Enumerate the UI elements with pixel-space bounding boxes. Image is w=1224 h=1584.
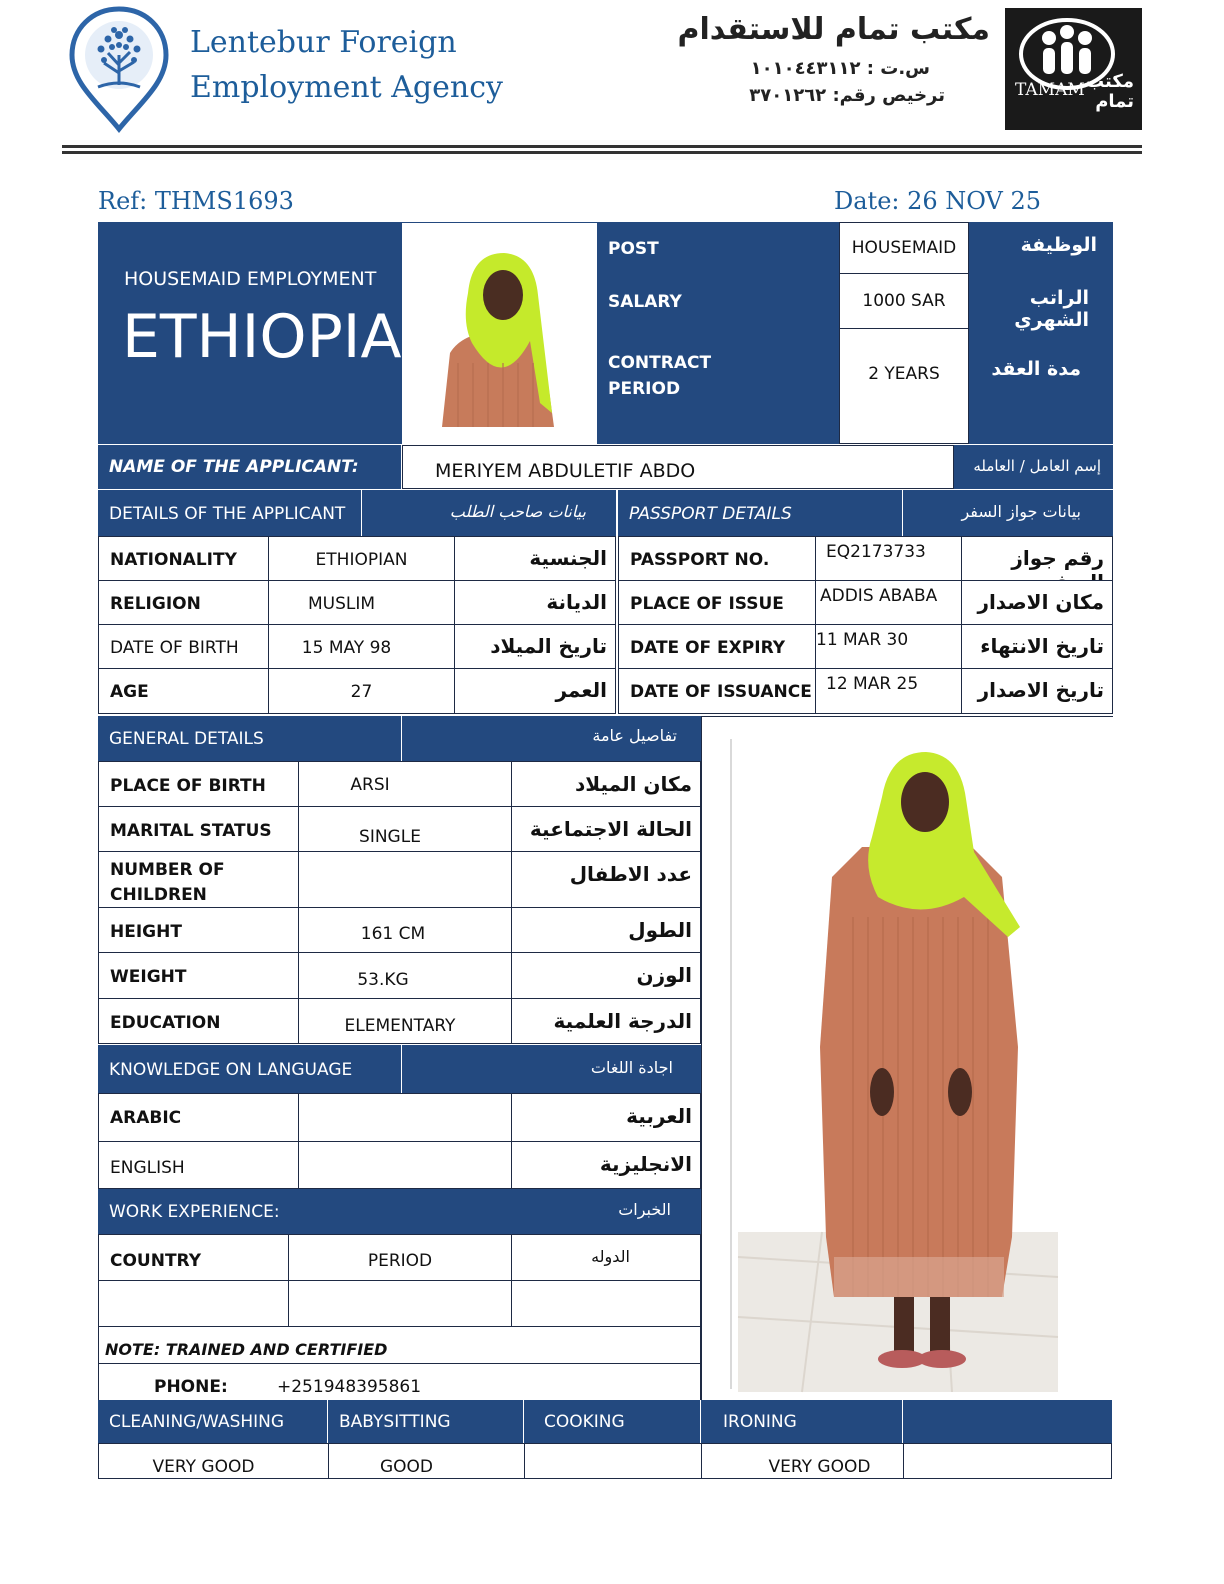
skill-cleaning-label: CLEANING/WASHING [109, 1412, 285, 1432]
english-label: ENGLISH [110, 1158, 185, 1178]
exp-country-ar-cell [511, 1234, 701, 1281]
place-issue-ar-cell [961, 580, 1113, 625]
nationality-value: ETHIOPIAN [315, 550, 408, 570]
general-header [98, 716, 701, 761]
nationality-label: NATIONALITY [110, 550, 237, 570]
title-panel [98, 222, 402, 444]
nationality-label-cell [98, 536, 269, 581]
weight-label: WEIGHT [110, 967, 187, 987]
issuance-label-cell [618, 668, 816, 714]
passport-title-ar: بيانات جواز السفر [961, 502, 1081, 521]
title-subtitle: HOUSEMAID EMPLOYMENT [124, 268, 377, 290]
education-label: EDUCATION [110, 1013, 221, 1033]
header-divider-2 [62, 151, 1142, 154]
education-label-ar: الدرجة العلمية [553, 1009, 692, 1033]
height-label-ar: الطول [628, 918, 692, 942]
dob-label-ar: تاريخ الميلاد [490, 634, 607, 658]
religion-value-cell [268, 580, 455, 625]
height-value: 161 CM [360, 924, 426, 944]
weight-ar-cell [511, 952, 701, 999]
exp-country-header-cell [98, 1234, 289, 1281]
religion-value: MUSLIM [307, 594, 376, 614]
passport-header [618, 490, 1113, 536]
reference-number: Ref: THMS1693 [98, 187, 294, 215]
age-label-cell [98, 668, 269, 714]
passport-no-label-ar: رقم جواز [1011, 546, 1104, 570]
phone-label: PHONE: [154, 1377, 228, 1397]
exp-period-header-cell [288, 1234, 512, 1281]
height-label-cell [98, 907, 299, 953]
expiry-label-cell [618, 624, 816, 669]
agency-logo [68, 5, 170, 133]
arabic-license-number: ترخيص رقم: ٣٧٠١٢٦٢ [749, 85, 945, 106]
skill-cleaning-header [98, 1400, 328, 1444]
skill-cooking-label: COOKING [544, 1412, 625, 1432]
experience-title-ar: الخبرات [618, 1200, 671, 1219]
exp-country-header: COUNTRY [110, 1251, 202, 1271]
age-label: AGE [110, 682, 149, 702]
arabic-cr-number: س.ت : ١٠١٠٤٤٣١١٢ [750, 58, 930, 79]
job-labels-panel [597, 222, 839, 444]
nationality-ar-cell [454, 536, 616, 581]
applicant-name: MERIYEM ABDULETIF ABDO [435, 460, 696, 482]
note-text: NOTE: TRAINED AND CERTIFIED [105, 1340, 388, 1359]
marital-label: MARITAL STATUS [110, 821, 272, 841]
skill-extra-header [903, 1400, 1112, 1444]
details-title: DETAILS OF THE APPLICANT [109, 504, 346, 524]
skill-ironing-header [701, 1400, 903, 1444]
phone-cell [98, 1363, 701, 1400]
place-issue-label: PLACE OF ISSUE [630, 594, 784, 614]
contract-period-value: 2 YEARS [868, 364, 940, 384]
skill-ironing-level: VERY GOOD [768, 1457, 871, 1477]
post-value: HOUSEMAID [851, 238, 957, 258]
arabic-label: ARABIC [110, 1108, 182, 1128]
dob-label-cell [98, 624, 269, 669]
tamam-logo-arabic: مكتب تمام [1085, 71, 1134, 112]
post-label: POST [608, 239, 659, 259]
pob-value: ARSI [350, 775, 390, 795]
marital-value: SINGLE [359, 827, 421, 847]
height-value-cell [298, 907, 512, 953]
expiry-ar-cell [961, 624, 1113, 669]
english-label-ar: الانجليزية [599, 1152, 692, 1176]
religion-ar-cell [454, 580, 616, 625]
religion-label-ar: الديانة [546, 590, 607, 614]
dob-value-cell [268, 624, 455, 669]
salary-label: SALARY [608, 292, 682, 312]
skill-babysitting-label: BABYSITTING [339, 1412, 451, 1432]
weight-value-cell [298, 952, 512, 999]
dob-label: DATE OF BIRTH [110, 638, 239, 658]
arabic-label-ar: العربية [626, 1104, 692, 1128]
exp-row-country [98, 1280, 289, 1327]
nationality-value-cell [268, 536, 455, 581]
exp-row-extra [511, 1280, 701, 1327]
title-country: ETHIOPIA [122, 302, 402, 372]
education-ar-cell [511, 998, 701, 1044]
skill-cooking-header [524, 1400, 701, 1444]
details-header [98, 490, 616, 536]
exp-row-period [288, 1280, 512, 1327]
marital-value-cell [298, 806, 512, 852]
full-body-photo [702, 717, 1114, 1401]
skill-cleaning-level-cell [98, 1443, 329, 1479]
language-title-ar: اجادة اللغات [590, 1058, 673, 1077]
nationality-label-ar: الجنسية [529, 546, 607, 570]
english-ar-cell [511, 1141, 701, 1189]
job-arabic-panel [969, 222, 1113, 444]
exp-period-header: PERIOD [367, 1251, 433, 1271]
marital-label-ar: الحالة الاجتماعية [529, 817, 692, 841]
language-header-divider [401, 1045, 402, 1093]
passport-title: PASSPORT DETAILS [629, 504, 792, 524]
experience-header [98, 1189, 701, 1234]
arabic-value-cell [298, 1093, 512, 1142]
language-title: KNOWLEDGE ON LANGUAGE [109, 1060, 353, 1080]
agency-name-line2: Employment Agency [190, 70, 503, 105]
issuance-label-ar: تاريخ الاصدار [977, 678, 1104, 702]
phone-value: +251948395861 [277, 1377, 422, 1397]
language-header [98, 1045, 701, 1093]
dob-value: 15 MAY 98 [301, 638, 392, 658]
arabic-label-cell [98, 1093, 299, 1142]
expiry-label: DATE OF EXPIRY [630, 638, 786, 658]
age-value-cell [268, 668, 455, 714]
skill-babysitting-level: GOOD [379, 1457, 434, 1477]
experience-title: WORK EXPERIENCE: [109, 1202, 280, 1222]
age-ar-cell [454, 668, 616, 714]
exp-country-header-ar: الدوله [591, 1247, 630, 1266]
portrait-photo [402, 223, 597, 445]
salary-label-ar: الراتب الشهري [1014, 287, 1089, 331]
skill-ironing-level-cell [701, 1443, 904, 1479]
weight-label-cell [98, 952, 299, 999]
skill-babysitting-level-cell [328, 1443, 525, 1479]
passport-no-ar-cell [961, 536, 1113, 581]
skill-cooking-level-cell [524, 1443, 702, 1479]
applicant-name-ar-cell [954, 445, 1113, 489]
children-ar-cell [511, 851, 701, 908]
salary-value: 1000 SAR [862, 291, 946, 311]
weight-label-ar: الوزن [636, 963, 692, 987]
passport-header-divider [902, 490, 903, 536]
post-value-cell [839, 222, 969, 274]
children-label-cell [98, 851, 299, 908]
tamam-logo-text: TAMAM [1015, 80, 1085, 100]
skill-extra-level-cell [903, 1443, 1112, 1479]
agency-name-line1: Lentebur Foreign [190, 25, 457, 60]
education-value-cell [298, 998, 512, 1044]
arabic-office-name: مكتب تمام للاستقدام [677, 12, 990, 47]
general-header-divider [401, 716, 402, 761]
height-ar-cell [511, 907, 701, 953]
post-label-ar: الوظيفة [1020, 234, 1097, 256]
weight-value: 53.KG [357, 970, 409, 990]
expiry-label-ar: تاريخ الانتهاء [980, 634, 1104, 658]
height-label: HEIGHT [110, 922, 182, 942]
skill-ironing-label: IRONING [723, 1412, 797, 1432]
passport-no-label: PASSPORT NO. [630, 550, 770, 570]
expiry-value-cell [815, 624, 962, 669]
general-title-ar: تفاصيل عامة [592, 726, 677, 745]
contract-label-ar: مدة العقد [991, 358, 1081, 380]
skill-cleaning-level: VERY GOOD [152, 1457, 255, 1477]
passport-no-label-cell [618, 536, 816, 581]
place-issue-label-cell [618, 580, 816, 625]
english-label-cell [98, 1141, 299, 1189]
arabic-ar-cell [511, 1093, 701, 1142]
contract-value-cell [839, 328, 969, 444]
header-divider [62, 145, 1142, 148]
marital-label-cell [98, 806, 299, 852]
tamam-logo [1005, 8, 1142, 130]
issuance-ar-cell [961, 668, 1113, 714]
children-label-ar: عدد الاطفال [569, 862, 692, 886]
age-label-ar: العمر [555, 678, 607, 702]
pob-ar-cell [511, 761, 701, 807]
applicant-portrait-photo [402, 222, 597, 444]
dob-ar-cell [454, 624, 616, 669]
religion-label: RELIGION [110, 594, 201, 614]
contract-period-label: CONTRACT PERIOD [608, 353, 712, 399]
place-issue-value-cell [815, 580, 962, 625]
note-cell [98, 1326, 701, 1364]
education-value: ELEMENTARY [344, 1016, 456, 1036]
age-value: 27 [350, 682, 373, 702]
marital-ar-cell [511, 806, 701, 852]
applicant-name-label: NAME OF THE APPLICANT: [109, 457, 359, 477]
pob-value-cell [298, 761, 512, 807]
salary-value-cell [839, 273, 969, 329]
education-label-cell [98, 998, 299, 1044]
applicant-name-cell [402, 445, 954, 489]
issuance-label: DATE OF ISSUANCE [630, 682, 812, 702]
applicant-name-label-cell [98, 445, 402, 489]
issuance-value-cell [815, 668, 962, 714]
place-issue-value: ADDIS ABABA [820, 586, 938, 606]
pob-label-ar: مكان الميلاد [575, 772, 692, 796]
details-title-ar: بيانات صاحب الطلب [449, 502, 586, 521]
document-date: Date: 26 NOV 25 [834, 187, 1042, 215]
issuance-value: 12 MAR 25 [826, 674, 919, 694]
children-label: NUMBER OF CHILDREN [110, 860, 225, 905]
children-value-cell [298, 851, 512, 908]
passport-no-value-cell [815, 536, 962, 581]
general-title: GENERAL DETAILS [109, 729, 264, 749]
applicant-name-label-ar: إسم العامل / العامله [973, 457, 1101, 475]
passport-no-value: EQ2173733 [826, 542, 926, 562]
religion-label-cell [98, 580, 269, 625]
pob-label: PLACE OF BIRTH [110, 776, 266, 796]
applicant-full-photo [701, 716, 1113, 1400]
place-issue-label-ar: مكان الاصدار [977, 590, 1104, 614]
tree-pin-icon [68, 5, 170, 133]
skill-babysitting-header [328, 1400, 524, 1444]
english-value-cell [298, 1141, 512, 1189]
expiry-value: 11 MAR 30 [816, 630, 909, 650]
details-header-divider [361, 490, 362, 536]
